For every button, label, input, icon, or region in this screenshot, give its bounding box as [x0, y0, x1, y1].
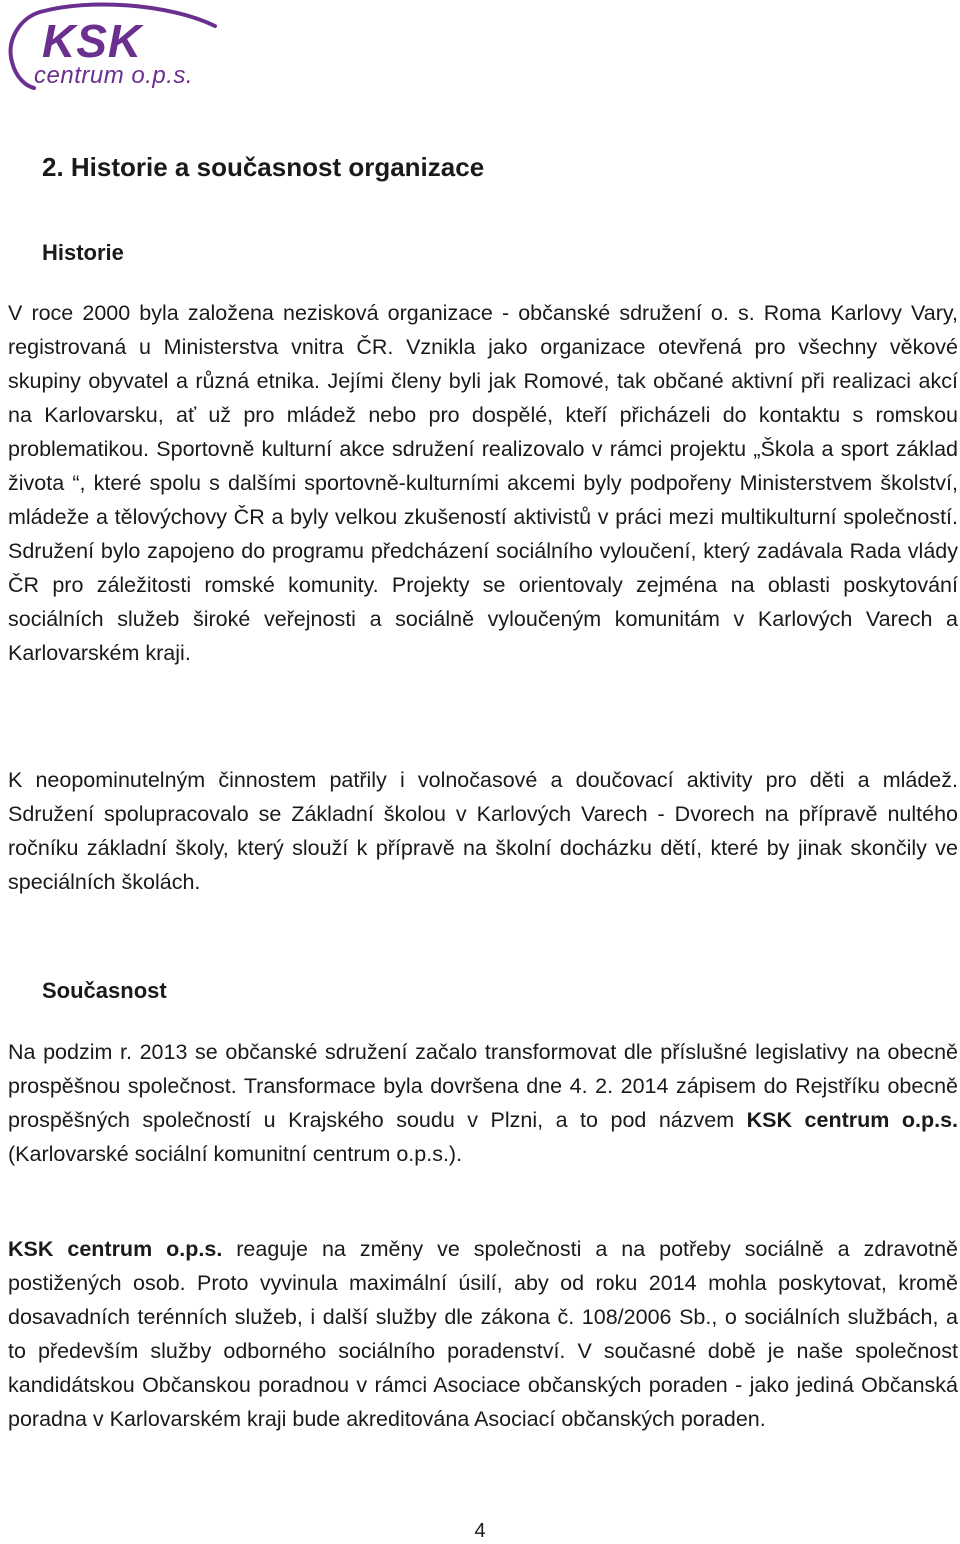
present-paragraph-2: [8, 1232, 958, 1436]
ksk-logo: [0, 0, 230, 100]
section-title-present: Současnost: [42, 978, 167, 1003]
history-paragraph-1: V roce 2000 byla založena nezisková organizace - občanské sdružení o. s. Roma Karlovy Vary, registrovaná u Ministerstva vnitra ČR. Vznikla jako organizace otevřená pro všechny věkové skupiny obyvatel a různá etnika. Jejími členy byli jak Romové, tak občané aktivní při realizaci akcí na Karlovarsku, ať už pro mládež nebo pro dospělé, kteří přicházeli do kontaktu s romskou problematikou. Sportovně kulturní akce sdružení realizovalo v rámci projektu „Škola a sport základ života “, které spolu s dalšími sportovně-kulturními akcemi byly podpořeny Ministerstvem školství, mládeže a tělovýchovy ČR a byly velkou zkušeností aktivistů v práci mezi multikulturní společností. Sdružení bylo zapojeno do programu předcházení sociálního vyloučení, který zadávala Rada vlády ČR pro záležitosti romské komunity. Projekty se orientovaly zejména na oblasti poskytování sociálních služeb široké veřejnosti a sociálně vyloučeným komunitám v Karlových Varech a Karlovarském kraji.: [8, 301, 958, 665]
page-title: 2. Historie a současnost organizace: [42, 152, 485, 182]
logo-subtitle: centrum o.p.s.: [34, 62, 194, 89]
present-p1-text-end: (Karlovarské sociální komunitní centrum o.p.s.).: [8, 1142, 463, 1166]
present-p2-text: reaguje na změny ve společnosti a na potřeby sociálně a zdravotně postižených osob. Proto vyvinula maximální úsilí, aby od roku 2014 mohla poskytovat, kromě dosavadních terénních služeb, i další služby dle zákona č. 108/2006 Sb., o sociálních službách, a to především služby odborného sociálního poradenství. V současné době je naše společnost kandidátskou Občanskou poradnou v rámci Asociace občanských poraden - jako jediná Občanská poradna v Karlovarském kraji bude akreditována Asociací občanských poraden.: [8, 1237, 958, 1431]
page-number: 4: [474, 1520, 486, 1542]
section-title-history: Historie: [42, 240, 124, 265]
history-paragraph-2: K neopominutelným činnostem patřily i volnočasové a doučovací aktivity pro děti a mládež. Sdružení spolupracovalo se Základní školou v Karlových Varech - Dvorech na přípravě nultého ročníku základní školy, který slouží k přípravě na školní docházku dětí, které by jinak skončily ve speciálních školách.: [8, 768, 958, 894]
present-paragraph-1: [8, 1035, 958, 1171]
present-p1-org-name: KSK centrum o.p.s.: [746, 1108, 958, 1132]
present-p2-org-name: KSK centrum o.p.s.: [8, 1237, 223, 1261]
logo-brand: KSK: [42, 15, 143, 67]
present-p1-text: Na podzim r. 2013 se občanské sdružení začalo transformovat dle příslušné legislativy na obecně prospěšnou společnost. Transformace byla dovršena dne 4. 2. 2014 zápisem do Rejstříku obecně prospěšných společností u Krajského soudu v Plzni, a to pod názvem: [8, 1040, 958, 1132]
